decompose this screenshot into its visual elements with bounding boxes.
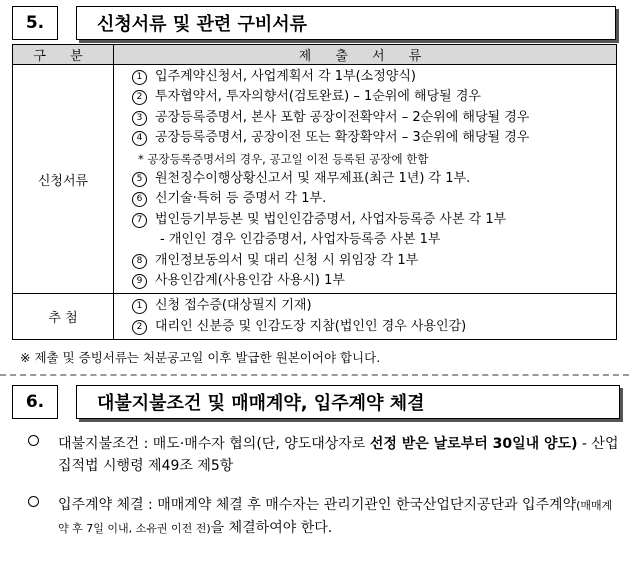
list-item — [120, 251, 616, 271]
small-text: (매매계약 후 7일 이내, 소유권 이전 전) — [58, 499, 613, 535]
section-number: 6. — [12, 385, 58, 419]
item-text: - 개인인 경우 인감증명서, 사업자등록증 사본 1부 — [160, 232, 441, 248]
header-category: 구 분 — [13, 45, 114, 65]
item-text: 투자협약서, 투자의향서(검토완료) – 1순위에 해당될 경우 — [155, 89, 481, 105]
circled-number: 5 — [132, 172, 147, 187]
section-title: 대불지불조건 및 매매계약, 입주계약 체결 — [76, 385, 620, 419]
item-text: 원천징수이행상황신고서 및 재무제표(최근 1년) 각 1부. — [155, 170, 471, 186]
paragraph-payment — [30, 433, 620, 477]
text: 입주계약 체결 : 매매계약 체결 후 매수자는 관리기관인 한국산업단지공단과 입주계약 — [58, 497, 577, 513]
circled-number: 4 — [132, 131, 147, 146]
list-item — [120, 128, 616, 148]
list-item — [120, 108, 616, 128]
documents-table — [12, 44, 617, 340]
list-item — [120, 296, 616, 316]
circle-bullet-icon — [28, 435, 39, 446]
circled-number: 1 — [132, 299, 147, 314]
item-text: 신기술·특허 등 증명서 각 1부. — [155, 191, 327, 207]
list-item — [120, 317, 616, 337]
row-category: 신청서류 — [13, 65, 114, 294]
text: 을 체결하여야 한다. — [210, 520, 333, 536]
row-category: 추 첨 — [13, 294, 114, 340]
table-row — [13, 65, 617, 294]
circled-number: 9 — [132, 274, 147, 289]
header-documents: 제 출 서 류 — [114, 45, 617, 65]
paragraph-contract — [30, 494, 620, 540]
item-text: 입주계약신청서, 사업계획서 각 1부(소정양식) — [155, 69, 416, 84]
item-text: 사용인감계(사용인감 사용시) 1부 — [155, 272, 345, 288]
list-item — [120, 169, 616, 189]
list-item — [120, 271, 616, 291]
paragraph-text — [30, 494, 620, 540]
list-item — [120, 210, 616, 230]
list-item — [120, 67, 616, 87]
section-title: 신청서류 및 관련 구비서류 — [76, 6, 616, 40]
item-text: 신청 접수증(대상필지 기재) — [155, 298, 312, 314]
item-text: 대리인 신분증 및 인감도장 지참(법인인 경우 사용인감) — [155, 318, 467, 334]
circle-bullet-icon — [28, 496, 39, 507]
circled-number: 1 — [132, 70, 147, 85]
row-items — [114, 294, 617, 340]
item-text: 법인등기부등본 및 법인인감증명서, 사업자등록증 사본 각 1부 — [155, 211, 507, 227]
list-item — [120, 149, 616, 169]
footnote: ※ 제출 및 증빙서류는 처분공고일 이후 발급한 원본이어야 합니다. — [20, 350, 381, 365]
text: - 산업집적법 시행령 제49조 제5항 — [58, 436, 619, 474]
circled-number: 3 — [132, 111, 147, 126]
item-text: 공장등록증명서, 본사 포함 공장이전확약서 – 2순위에 해당될 경우 — [155, 109, 530, 125]
paragraph-text — [30, 433, 620, 477]
section-number: 5. — [12, 6, 58, 40]
list-item — [120, 189, 616, 209]
list-item — [120, 230, 616, 250]
circled-number: 7 — [132, 213, 147, 228]
divider — [0, 374, 629, 376]
circled-number: 6 — [132, 192, 147, 207]
bold-text: 선정 받은 날로부터 30일내 양도) — [369, 436, 578, 452]
row-items — [114, 65, 617, 294]
circled-number: 2 — [132, 320, 147, 335]
circled-number: 2 — [132, 90, 147, 105]
item-text: 개인정보동의서 및 대리 신청 시 위임장 각 1부 — [155, 252, 419, 268]
circled-number: 8 — [132, 254, 147, 269]
table-row — [13, 294, 617, 340]
item-text: * 공장등록증명서의 경우, 공고일 이전 등록된 공장에 한함 — [138, 151, 429, 166]
table-header-row — [13, 45, 617, 65]
text: 대불지불조건 : 매도·매수자 협의(단, 양도대상자로 — [58, 436, 370, 452]
list-item — [120, 87, 616, 107]
item-text: 공장등록증명서, 공장이전 또는 확장확약서 – 3순위에 해당될 경우 — [155, 130, 530, 146]
